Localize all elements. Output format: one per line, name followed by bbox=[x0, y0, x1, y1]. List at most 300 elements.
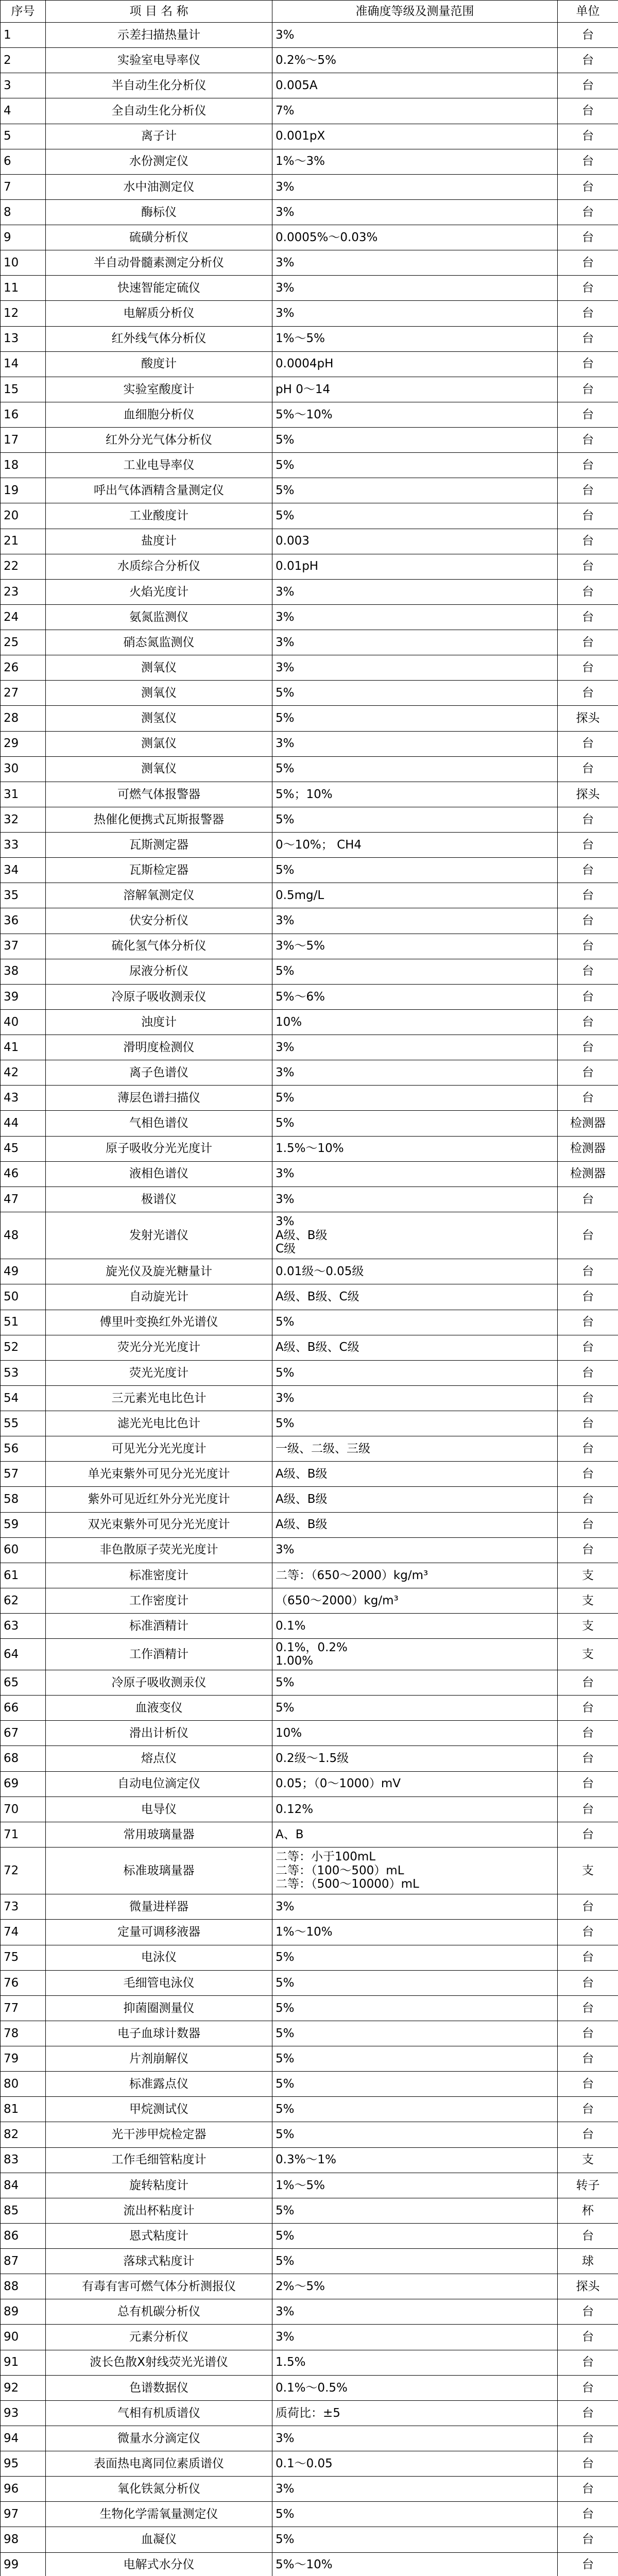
accuracy-range bbox=[272, 2274, 558, 2299]
unit: 台 bbox=[558, 377, 618, 402]
accuracy-line: 二等：（650～2000）kg/m³ bbox=[276, 1568, 428, 1582]
unit: 支 bbox=[558, 2147, 618, 2173]
accuracy-line: 3% bbox=[276, 28, 295, 42]
accuracy-line: 0.1%，0.2% bbox=[276, 1640, 348, 1654]
instrument-name: 毛细管电泳仪 bbox=[46, 1970, 272, 1995]
instrument-name: 甲烷测试仪 bbox=[46, 2097, 272, 2122]
row-index: 76 bbox=[1, 1970, 46, 1995]
accuracy-line: 7% bbox=[276, 104, 295, 118]
instrument-name: 伏安分析仪 bbox=[46, 908, 272, 934]
instrument-name: 电泳仪 bbox=[46, 1945, 272, 1970]
table-row bbox=[1, 1187, 618, 1212]
unit: 台 bbox=[558, 276, 618, 301]
accuracy-line: 1.00% bbox=[276, 1654, 314, 1668]
unit: 台 bbox=[558, 174, 618, 199]
accuracy-range bbox=[272, 2426, 558, 2451]
header-name: 项 目 名 称 bbox=[46, 1, 272, 23]
table-row bbox=[1, 2477, 618, 2502]
row-index: 85 bbox=[1, 2198, 46, 2223]
row-index: 37 bbox=[1, 934, 46, 959]
accuracy-range bbox=[272, 1335, 558, 1360]
instrument-name: 红外线气体分析仪 bbox=[46, 326, 272, 351]
accuracy-line: 5%；10% bbox=[276, 787, 333, 801]
table-row bbox=[1, 1945, 618, 1970]
unit: 球 bbox=[558, 2249, 618, 2274]
accuracy-line: 5% bbox=[276, 1315, 295, 1329]
accuracy-range bbox=[272, 2502, 558, 2527]
unit: 台 bbox=[558, 351, 618, 377]
accuracy-range bbox=[272, 2400, 558, 2426]
unit: 台 bbox=[558, 908, 618, 934]
accuracy-range bbox=[272, 2046, 558, 2072]
accuracy-range bbox=[272, 1721, 558, 1746]
row-index: 89 bbox=[1, 2299, 46, 2325]
accuracy-line: pH 0～14 bbox=[276, 382, 331, 396]
accuracy-line: （650～2000）kg/m³ bbox=[276, 1594, 399, 1607]
accuracy-range bbox=[272, 2173, 558, 2198]
accuracy-range bbox=[272, 1537, 558, 1563]
accuracy-range bbox=[272, 731, 558, 756]
accuracy-line: 3% bbox=[276, 2482, 295, 2496]
instrument-name: 流出杯粘度计 bbox=[46, 2198, 272, 2223]
accuracy-line: 5% bbox=[276, 1091, 295, 1105]
unit: 转子 bbox=[558, 2173, 618, 2198]
unit: 台 bbox=[558, 731, 618, 756]
table-row bbox=[1, 503, 618, 529]
accuracy-line: 一级、二级、三级 bbox=[276, 1442, 370, 1455]
table-row bbox=[1, 351, 618, 377]
accuracy-line: 5% bbox=[276, 2026, 295, 2040]
row-index: 79 bbox=[1, 2046, 46, 2072]
table-row bbox=[1, 2274, 618, 2299]
instrument-name: 液相色谱仪 bbox=[46, 1161, 272, 1187]
accuracy-line: 3% bbox=[276, 610, 295, 624]
accuracy-line: 0.12% bbox=[276, 1802, 314, 1816]
table-row bbox=[1, 1335, 618, 1360]
instrument-name: 光干涉甲烷检定器 bbox=[46, 2122, 272, 2147]
unit: 台 bbox=[558, 2021, 618, 2046]
instrument-name: 总有机碳分析仪 bbox=[46, 2299, 272, 2325]
accuracy-range bbox=[272, 149, 558, 174]
row-index: 60 bbox=[1, 1537, 46, 1563]
unit: 台 bbox=[558, 149, 618, 174]
accuracy-range bbox=[272, 199, 558, 225]
accuracy-range bbox=[272, 1212, 558, 1259]
unit: 台 bbox=[558, 1822, 618, 1847]
accuracy-line: 0～10%； CH4 bbox=[276, 838, 362, 852]
instrument-name: 滤光光电比色计 bbox=[46, 1411, 272, 1436]
row-index: 10 bbox=[1, 250, 46, 276]
instrument-name: 波长色散X射线荧光光谱仪 bbox=[46, 2350, 272, 2375]
row-index: 70 bbox=[1, 1797, 46, 1822]
unit: 台 bbox=[558, 1360, 618, 1385]
accuracy-range bbox=[272, 756, 558, 782]
unit: 台 bbox=[558, 48, 618, 73]
row-index: 35 bbox=[1, 883, 46, 908]
accuracy-line: 5%～10% bbox=[276, 408, 333, 421]
table-row bbox=[1, 2350, 618, 2375]
instrument-name: 测氯仪 bbox=[46, 731, 272, 756]
accuracy-range bbox=[272, 1588, 558, 1613]
accuracy-range bbox=[272, 655, 558, 681]
unit: 台 bbox=[558, 1670, 618, 1696]
unit: 支 bbox=[558, 1614, 618, 1639]
row-index: 58 bbox=[1, 1487, 46, 1512]
accuracy-line: 5% bbox=[276, 484, 295, 498]
instrument-name: 薄层色谱扫描仪 bbox=[46, 1086, 272, 1111]
instrument-name: 氧化铁氮分析仪 bbox=[46, 2477, 272, 2502]
accuracy-line: 3% bbox=[276, 307, 295, 320]
row-index: 44 bbox=[1, 1111, 46, 1136]
instrument-name: 快速智能定硫仪 bbox=[46, 276, 272, 301]
row-index: 28 bbox=[1, 706, 46, 731]
accuracy-range bbox=[272, 1822, 558, 1847]
table-row bbox=[1, 1822, 618, 1847]
unit: 台 bbox=[558, 934, 618, 959]
accuracy-line: 3% bbox=[276, 737, 295, 751]
instrument-name: 自动旋光计 bbox=[46, 1284, 272, 1310]
table-row bbox=[1, 1284, 618, 1310]
row-index: 81 bbox=[1, 2097, 46, 2122]
instrument-name: 冷原子吸收测汞仪 bbox=[46, 984, 272, 1009]
accuracy-line: 二等：（100～500）mL bbox=[276, 1863, 404, 1877]
table-row bbox=[1, 2426, 618, 2451]
accuracy-range bbox=[272, 1310, 558, 1335]
unit: 台 bbox=[558, 225, 618, 250]
accuracy-range bbox=[272, 1086, 558, 1111]
accuracy-line: 3% bbox=[276, 1900, 295, 1914]
accuracy-range bbox=[272, 98, 558, 124]
table-row bbox=[1, 529, 618, 554]
accuracy-range bbox=[272, 1462, 558, 1487]
accuracy-range bbox=[272, 1696, 558, 1721]
row-index: 40 bbox=[1, 1009, 46, 1035]
accuracy-line: 0.0004pH bbox=[276, 357, 334, 371]
row-index: 13 bbox=[1, 326, 46, 351]
unit: 台 bbox=[558, 984, 618, 1009]
row-index: 30 bbox=[1, 756, 46, 782]
accuracy-line: 3% bbox=[276, 2305, 295, 2319]
table-row bbox=[1, 1009, 618, 1035]
row-index: 93 bbox=[1, 2400, 46, 2426]
accuracy-range bbox=[272, 250, 558, 276]
row-index: 73 bbox=[1, 1894, 46, 1920]
accuracy-line: 5% bbox=[276, 711, 295, 725]
row-index: 4 bbox=[1, 98, 46, 124]
accuracy-line: 质荷比：±5 bbox=[276, 2406, 340, 2420]
table-row bbox=[1, 199, 618, 225]
accuracy-line: 3% bbox=[276, 1167, 295, 1181]
table-row bbox=[1, 807, 618, 832]
accuracy-range bbox=[272, 554, 558, 579]
accuracy-line: 3% bbox=[276, 1192, 295, 1206]
instrument-name: 测氧仪 bbox=[46, 681, 272, 706]
accuracy-line: 5% bbox=[276, 863, 295, 877]
unit: 台 bbox=[558, 1385, 618, 1411]
accuracy-line: 二等：（500～10000）mL bbox=[276, 1877, 419, 1891]
accuracy-range bbox=[272, 174, 558, 199]
unit: 探头 bbox=[558, 782, 618, 807]
table-row bbox=[1, 2552, 618, 2576]
row-index: 5 bbox=[1, 124, 46, 149]
instrument-name: 极谱仪 bbox=[46, 1187, 272, 1212]
row-index: 63 bbox=[1, 1614, 46, 1639]
accuracy-range bbox=[272, 2527, 558, 2552]
row-index: 92 bbox=[1, 2375, 46, 2400]
accuracy-range bbox=[272, 1487, 558, 1512]
table-row bbox=[1, 858, 618, 883]
unit: 检测器 bbox=[558, 1161, 618, 1187]
row-index: 71 bbox=[1, 1822, 46, 1847]
instrument-name: 自动电位滴定仪 bbox=[46, 1771, 272, 1797]
accuracy-range bbox=[272, 706, 558, 731]
table-row bbox=[1, 984, 618, 1009]
instrument-name: 硫化氢气体分析仪 bbox=[46, 934, 272, 959]
accuracy-line: 5% bbox=[276, 2077, 295, 2091]
accuracy-line: 3% bbox=[276, 205, 295, 219]
accuracy-line: 0.01pH bbox=[276, 560, 319, 573]
table-row bbox=[1, 428, 618, 453]
accuracy-range bbox=[272, 48, 558, 73]
accuracy-line: 3% bbox=[276, 660, 295, 674]
instrument-name: 表面热电离同位素质谱仪 bbox=[46, 2451, 272, 2477]
table-row bbox=[1, 1212, 618, 1259]
unit: 台 bbox=[558, 326, 618, 351]
accuracy-range bbox=[272, 23, 558, 48]
accuracy-line: 5% bbox=[276, 2103, 295, 2116]
row-index: 53 bbox=[1, 1360, 46, 1385]
row-index: 33 bbox=[1, 833, 46, 858]
accuracy-range bbox=[272, 453, 558, 478]
instrument-name: 三元素光电比色计 bbox=[46, 1385, 272, 1411]
row-index: 61 bbox=[1, 1563, 46, 1588]
unit: 台 bbox=[558, 1310, 618, 1335]
instrument-name: 可见光分光光度计 bbox=[46, 1436, 272, 1462]
table-row bbox=[1, 833, 618, 858]
table-row bbox=[1, 2502, 618, 2527]
instrument-name: 气相有机质谱仪 bbox=[46, 2400, 272, 2426]
accuracy-range bbox=[272, 2021, 558, 2046]
row-index: 32 bbox=[1, 807, 46, 832]
accuracy-range bbox=[272, 630, 558, 655]
table-row bbox=[1, 1310, 618, 1335]
accuracy-line: 1.5% bbox=[276, 2355, 306, 2369]
accuracy-line: 3%～5% bbox=[276, 939, 325, 953]
row-index: 90 bbox=[1, 2325, 46, 2350]
accuracy-range bbox=[272, 1035, 558, 1060]
accuracy-range bbox=[272, 959, 558, 984]
row-index: 46 bbox=[1, 1161, 46, 1187]
table-row bbox=[1, 1259, 618, 1284]
instrument-name: 实验室酸度计 bbox=[46, 377, 272, 402]
row-index: 84 bbox=[1, 2173, 46, 2198]
row-index: 47 bbox=[1, 1187, 46, 1212]
table-row bbox=[1, 959, 618, 984]
row-index: 95 bbox=[1, 2451, 46, 2477]
table-row bbox=[1, 23, 618, 48]
accuracy-line: 5% bbox=[276, 433, 295, 447]
accuracy-range bbox=[272, 1639, 558, 1670]
unit: 台 bbox=[558, 1894, 618, 1920]
table-row bbox=[1, 453, 618, 478]
instrument-name: 血凝仪 bbox=[46, 2527, 272, 2552]
unit: 支 bbox=[558, 1847, 618, 1894]
row-index: 94 bbox=[1, 2426, 46, 2451]
unit: 台 bbox=[558, 1797, 618, 1822]
row-index: 98 bbox=[1, 2527, 46, 2552]
unit: 台 bbox=[558, 1920, 618, 1945]
unit: 台 bbox=[558, 1970, 618, 1995]
accuracy-range bbox=[272, 1614, 558, 1639]
instrument-name: 血细胞分析仪 bbox=[46, 402, 272, 427]
accuracy-line: 0.01级～0.05级 bbox=[276, 1265, 364, 1279]
instrument-name: 旋转粘度计 bbox=[46, 2173, 272, 2198]
instrument-name: 电解式水分仪 bbox=[46, 2552, 272, 2576]
instrument-name: 电子血球计数器 bbox=[46, 2021, 272, 2046]
instrument-name: 水质综合分析仪 bbox=[46, 554, 272, 579]
instrument-name: 气相色谱仪 bbox=[46, 1111, 272, 1136]
instrument-name: 呼出气体酒精含量测定仪 bbox=[46, 478, 272, 503]
accuracy-range bbox=[272, 428, 558, 453]
accuracy-line: 5% bbox=[276, 812, 295, 826]
table-row bbox=[1, 98, 618, 124]
unit: 台 bbox=[558, 1284, 618, 1310]
table-row bbox=[1, 1670, 618, 1696]
unit: 台 bbox=[558, 1187, 618, 1212]
accuracy-range bbox=[272, 351, 558, 377]
table-header bbox=[1, 1, 618, 23]
table-row bbox=[1, 908, 618, 934]
row-index: 99 bbox=[1, 2552, 46, 2576]
table-row bbox=[1, 2527, 618, 2552]
row-index: 27 bbox=[1, 681, 46, 706]
unit: 台 bbox=[558, 1537, 618, 1563]
instrument-name: 荧光光度计 bbox=[46, 1360, 272, 1385]
unit: 支 bbox=[558, 1563, 618, 1588]
accuracy-range bbox=[272, 1284, 558, 1310]
accuracy-range bbox=[272, 1970, 558, 1995]
row-index: 56 bbox=[1, 1436, 46, 1462]
table-row bbox=[1, 250, 618, 276]
table-row bbox=[1, 1920, 618, 1945]
table-row bbox=[1, 1614, 618, 1639]
table-row bbox=[1, 1847, 618, 1894]
instrument-name: 片剂崩解仪 bbox=[46, 2046, 272, 2072]
accuracy-line: 0.1% bbox=[276, 1619, 306, 1633]
instrument-name: 非色散原子荧光光度计 bbox=[46, 1537, 272, 1563]
table-row bbox=[1, 1385, 618, 1411]
accuracy-line: 3% bbox=[276, 1391, 295, 1405]
instrument-name: 示差扫描热量计 bbox=[46, 23, 272, 48]
unit: 台 bbox=[558, 1086, 618, 1111]
instrument-name: 色谱数据仪 bbox=[46, 2375, 272, 2400]
unit: 台 bbox=[558, 1945, 618, 1970]
accuracy-range bbox=[272, 681, 558, 706]
table-row bbox=[1, 1360, 618, 1385]
unit: 台 bbox=[558, 199, 618, 225]
accuracy-line: 10% bbox=[276, 1015, 302, 1029]
unit: 台 bbox=[558, 1212, 618, 1259]
table-row bbox=[1, 604, 618, 630]
accuracy-line: A级、B级 bbox=[276, 1518, 328, 1532]
unit: 台 bbox=[558, 1512, 618, 1537]
table-row bbox=[1, 2097, 618, 2122]
instrument-name: 发射光谱仪 bbox=[46, 1212, 272, 1259]
instrument-name: 溶解氧测定仪 bbox=[46, 883, 272, 908]
header-index: 序号 bbox=[1, 1, 46, 23]
row-index: 82 bbox=[1, 2122, 46, 2147]
accuracy-range bbox=[272, 326, 558, 351]
instrument-name: 工业电导率仪 bbox=[46, 453, 272, 478]
table-row bbox=[1, 402, 618, 427]
row-index: 78 bbox=[1, 2021, 46, 2046]
table-row bbox=[1, 655, 618, 681]
table-row bbox=[1, 1563, 618, 1588]
unit: 台 bbox=[558, 1487, 618, 1512]
instrument-name: 单光束紫外可见分光光度计 bbox=[46, 1462, 272, 1487]
unit: 台 bbox=[558, 1771, 618, 1797]
unit: 台 bbox=[558, 807, 618, 832]
instrument-name: 滑出计析仪 bbox=[46, 1721, 272, 1746]
accuracy-range bbox=[272, 579, 558, 604]
accuracy-line: 3% bbox=[276, 1065, 295, 1079]
accuracy-range bbox=[272, 1436, 558, 1462]
accuracy-range bbox=[272, 2122, 558, 2147]
row-index: 43 bbox=[1, 1086, 46, 1111]
row-index: 55 bbox=[1, 1411, 46, 1436]
table-row bbox=[1, 1746, 618, 1771]
instrument-name: 硝态氮监测仪 bbox=[46, 630, 272, 655]
unit: 台 bbox=[558, 655, 618, 681]
unit: 台 bbox=[558, 1035, 618, 1060]
instrument-name: 滑明度检测仪 bbox=[46, 1035, 272, 1060]
accuracy-range bbox=[272, 1894, 558, 1920]
accuracy-line: 5% bbox=[276, 2001, 295, 2015]
row-index: 50 bbox=[1, 1284, 46, 1310]
instrument-name: 微量进样器 bbox=[46, 1894, 272, 1920]
table-row bbox=[1, 149, 618, 174]
table-row bbox=[1, 1512, 618, 1537]
accuracy-line: 5% bbox=[276, 1366, 295, 1380]
row-index: 41 bbox=[1, 1035, 46, 1060]
accuracy-line: A级、B级 bbox=[276, 1228, 328, 1242]
accuracy-line: 5% bbox=[276, 2128, 295, 2142]
table-row bbox=[1, 883, 618, 908]
row-index: 57 bbox=[1, 1462, 46, 1487]
row-index: 91 bbox=[1, 2350, 46, 2375]
instrument-name: 半自动骨髓素测定分析仪 bbox=[46, 250, 272, 276]
row-index: 52 bbox=[1, 1335, 46, 1360]
row-index: 97 bbox=[1, 2502, 46, 2527]
accuracy-line: 二等：小于100mL bbox=[276, 1850, 376, 1864]
instrument-name: 微量水分滴定仪 bbox=[46, 2426, 272, 2451]
unit: 检测器 bbox=[558, 1111, 618, 1136]
unit: 台 bbox=[558, 554, 618, 579]
instrument-name: 火焰光度计 bbox=[46, 579, 272, 604]
instrument-name: 定量可调移液器 bbox=[46, 1920, 272, 1945]
table-row bbox=[1, 2147, 618, 2173]
accuracy-range bbox=[272, 2223, 558, 2248]
accuracy-range bbox=[272, 2451, 558, 2477]
instrument-name: 酶标仪 bbox=[46, 199, 272, 225]
accuracy-line: 3% bbox=[276, 1040, 295, 1054]
instrument-name: 标准玻璃量器 bbox=[46, 1847, 272, 1894]
row-index: 31 bbox=[1, 782, 46, 807]
table-row bbox=[1, 2122, 618, 2147]
accuracy-line: 10% bbox=[276, 1726, 302, 1740]
unit: 台 bbox=[558, 1436, 618, 1462]
unit: 台 bbox=[558, 453, 618, 478]
